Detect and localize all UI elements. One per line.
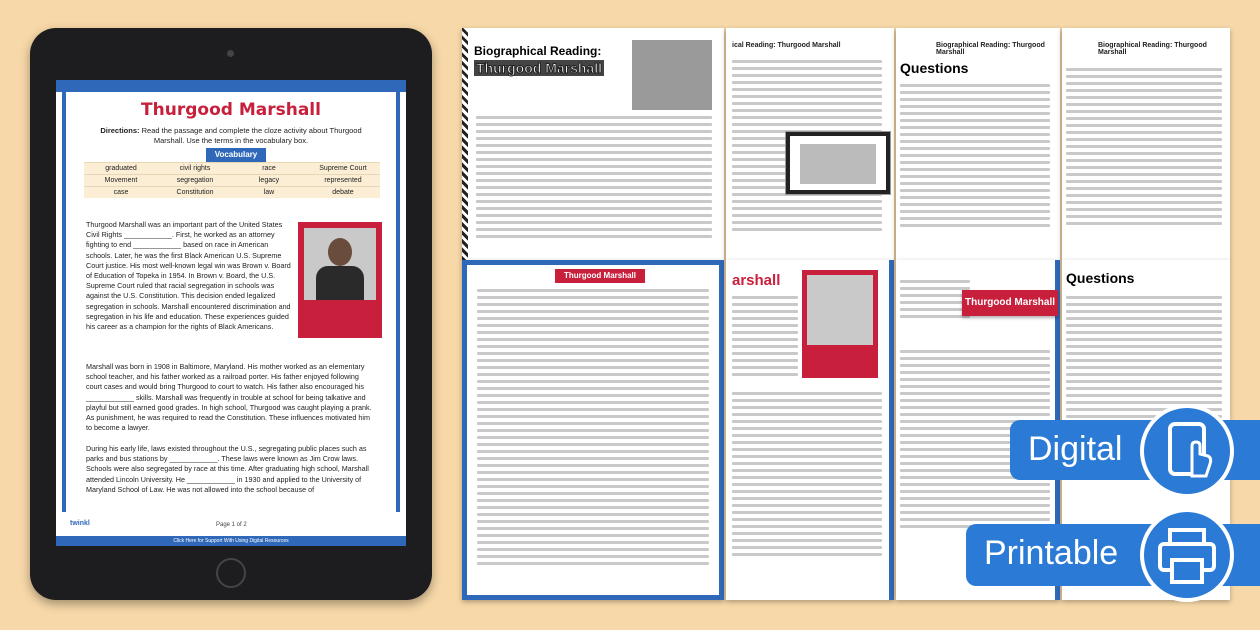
page-title-line2: Thurgood Marshall bbox=[476, 60, 602, 76]
passage-paragraph-2: Marshall was born in 1908 in Baltimore, Maryland. His mother worked as an elementary school teacher, and his father worked as a railroad porter. His father enjoyed following court cases and would bring Thurgood to court to watch. His father also encouraged his ____________ skills. Marshall was frequently in trouble at school for being talkative and playful but still earned good grades. In high school, Thurgood was caught playing a prank. As punishment, he was required to read the Constitution. These influences motivated him to become a lawyer. bbox=[86, 362, 372, 433]
worksheet-page-3 bbox=[896, 28, 1060, 260]
page-header: Biographical Reading: Thurgood Marshall bbox=[1098, 42, 1207, 56]
directions bbox=[86, 126, 376, 146]
vocab-term: Supreme Court bbox=[306, 162, 380, 174]
page-title-line1: Biographical Reading: bbox=[474, 44, 602, 58]
text-lines bbox=[476, 116, 712, 242]
vocab-term: graduated bbox=[84, 162, 158, 174]
portrait-photo bbox=[632, 40, 712, 110]
portrait-photo bbox=[304, 228, 376, 300]
worksheet-page-1 bbox=[462, 28, 724, 260]
page-number: Page 1 of 2 bbox=[216, 522, 247, 528]
title-ribbon: Thurgood Marshall bbox=[555, 269, 645, 283]
text-lines bbox=[1066, 68, 1222, 229]
text-lines bbox=[477, 289, 709, 569]
vocab-box bbox=[84, 162, 380, 198]
page-header: ical Reading: Thurgood Marshall bbox=[732, 42, 841, 49]
worksheet-page-4 bbox=[1062, 28, 1230, 260]
portrait-ribbon bbox=[802, 270, 878, 378]
vocab-term: represented bbox=[306, 174, 380, 186]
twinkl-logo: twinkl bbox=[70, 520, 90, 527]
directions-label: Directions: bbox=[100, 126, 140, 135]
printable-label: Printable bbox=[984, 534, 1119, 572]
tablet-touch-icon bbox=[1140, 404, 1234, 498]
vocab-term: case bbox=[84, 186, 158, 198]
portrait-photo bbox=[807, 275, 873, 345]
vocab-term: law bbox=[232, 186, 306, 198]
vocab-term: legacy bbox=[232, 174, 306, 186]
support-link[interactable]: Click Here for Support With Using Digital Resources bbox=[56, 536, 406, 546]
portrait-body bbox=[316, 266, 364, 300]
passage-paragraph-1: Thurgood Marshall was an important part of the United States Civil Rights ____________. First, he worked as an attorney fighting to end ____________ based on race in American schools. Later, he was the first Black American U.S. Supreme Court justice. His most well-known legal win was Brown v. Board of Education of Topeka in 1954. In Brown v. Board, the U.S. Supreme Court ruled that racial segregation in schools was against the U.S. Constitution. This decision ended legalized segregation in schools. Marshall encountered discrimination and segregation in his life and education. These experiences guided his career as a champion for the rights of Black Americans. bbox=[86, 220, 291, 332]
page-border bbox=[462, 28, 468, 260]
frame-right bbox=[396, 92, 400, 512]
home-button[interactable] bbox=[216, 558, 246, 588]
court-building bbox=[800, 144, 876, 184]
worksheet-title: Thurgood Marshall bbox=[141, 100, 321, 120]
worksheet-page-6 bbox=[726, 260, 894, 600]
vocab-term: race bbox=[232, 162, 306, 174]
questions-heading: Questions bbox=[1066, 270, 1135, 286]
questions-heading: Questions bbox=[900, 60, 969, 76]
vocab-heading: Vocabulary bbox=[206, 148, 266, 162]
page-title: arshall bbox=[732, 272, 781, 289]
vocab-term: Movement bbox=[84, 174, 158, 186]
worksheet-screen bbox=[56, 80, 406, 546]
vocab-term: civil rights bbox=[158, 162, 232, 174]
frame-left bbox=[62, 92, 66, 512]
tablet-touch-svg bbox=[1144, 408, 1230, 494]
worksheet-page-2 bbox=[726, 28, 894, 260]
worksheet-footer bbox=[56, 516, 406, 546]
printer-svg bbox=[1144, 512, 1230, 598]
portrait-ribbon bbox=[298, 222, 382, 338]
frame-top bbox=[56, 80, 406, 92]
worksheet-page-5 bbox=[462, 260, 724, 600]
page-header: Biographical Reading: Thurgood Marshall bbox=[936, 42, 1045, 56]
text-lines bbox=[900, 84, 1050, 231]
text-lines bbox=[732, 392, 882, 560]
title-ribbon: Thurgood Marshall bbox=[962, 290, 1058, 316]
text-lines bbox=[732, 296, 798, 380]
printer-icon bbox=[1140, 508, 1234, 602]
vocab-term: debate bbox=[306, 186, 380, 198]
portrait-head bbox=[328, 238, 352, 266]
vocab-term: segregation bbox=[158, 174, 232, 186]
directions-text: Read the passage and complete the cloze activity about Thurgood Marshall. Use the terms in the vocabulary box. bbox=[141, 126, 362, 145]
text-lines bbox=[900, 280, 970, 322]
supreme-court-image bbox=[786, 132, 890, 194]
digital-label: Digital bbox=[1028, 430, 1123, 468]
passage-paragraph-3: During his early life, laws existed throughout the U.S., segregating public places such as parks and bus stations by ____________. These laws were known as Jim Crow laws. Schools were also segregated by race at this time. After graduating high school, Marshall attended Lincoln University. He ____________ in 1930 and applied to the University of Maryland School of Law. He was not allowed into the school because of bbox=[86, 444, 369, 494]
vocab-term: Constitution bbox=[158, 186, 232, 198]
camera-dot bbox=[227, 50, 234, 57]
tablet-device bbox=[30, 28, 432, 600]
